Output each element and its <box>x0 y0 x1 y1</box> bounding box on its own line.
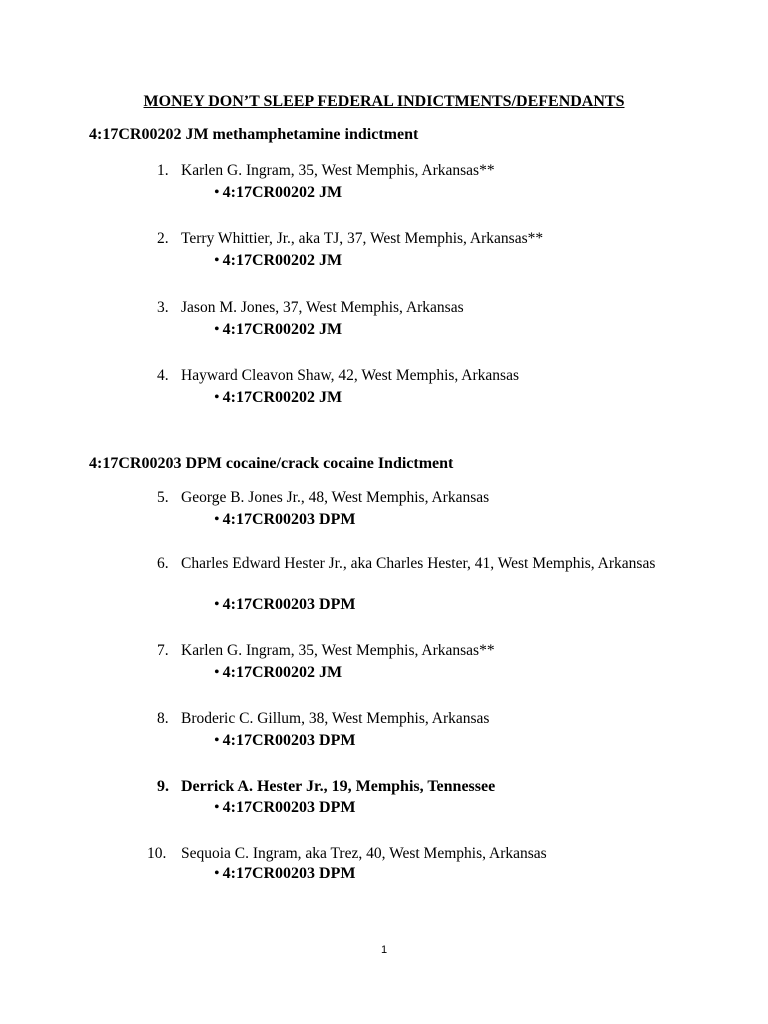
case-number: 4:17CR00202 JM <box>222 664 343 681</box>
bullet-icon: • <box>214 184 220 201</box>
list-item <box>157 641 677 660</box>
section-heading-cocaine: 4:17CR00203 DPM cocaine/crack cocaine Indictment <box>89 455 454 472</box>
document-title: MONEY DON’T SLEEP FEDERAL INDICTMENTS/DEFENDANTS <box>143 93 625 110</box>
bullet-icon: • <box>214 664 220 681</box>
item-number: 9. <box>157 778 169 795</box>
case-bullet <box>214 865 355 883</box>
item-number: 3. <box>157 299 169 316</box>
case-number: 4:17CR00203 DPM <box>222 732 356 749</box>
item-number: 1. <box>157 162 169 179</box>
item-number: 2. <box>157 230 169 247</box>
case-number: 4:17CR00202 JM <box>222 184 343 201</box>
page-number: 1 <box>380 944 388 956</box>
case-bullet <box>214 252 342 270</box>
case-bullet <box>214 184 342 202</box>
bullet-icon: • <box>214 252 220 269</box>
bullet-icon: • <box>214 596 220 613</box>
list-item <box>157 298 677 317</box>
case-bullet <box>214 664 342 682</box>
case-bullet <box>214 511 355 529</box>
bullet-icon: • <box>214 732 220 749</box>
list-item <box>157 777 677 796</box>
item-number: 8. <box>157 710 169 727</box>
bullet-icon: • <box>214 865 220 882</box>
list-item <box>147 844 667 863</box>
item-number: 5. <box>157 489 169 506</box>
case-number: 4:17CR00203 DPM <box>222 799 356 816</box>
item-number: 10. <box>147 845 167 862</box>
defendant-text: Karlen G. Ingram, 35, West Memphis, Arkansas** <box>181 642 495 659</box>
bullet-icon: • <box>214 799 220 816</box>
defendant-text: Sequoia C. Ingram, aka Trez, 40, West Memphis, Arkansas <box>181 845 547 862</box>
item-number: 4. <box>157 367 169 384</box>
item-number: 6. <box>157 555 169 572</box>
bullet-icon: • <box>214 389 220 406</box>
case-bullet <box>214 321 342 339</box>
bullet-icon: • <box>214 511 220 528</box>
case-number: 4:17CR00203 DPM <box>222 511 356 528</box>
defendant-text: Derrick A. Hester Jr., 19, Memphis, Tennessee <box>181 778 496 795</box>
list-item <box>157 229 677 248</box>
defendant-text: Terry Whittier, Jr., aka TJ, 37, West Memphis, Arkansas** <box>181 230 544 247</box>
section-heading-meth: 4:17CR00202 JM methamphetamine indictment <box>89 126 419 143</box>
case-number: 4:17CR00202 JM <box>222 389 343 406</box>
case-number: 4:17CR00202 JM <box>222 321 343 338</box>
case-bullet <box>214 732 355 750</box>
list-item <box>157 709 677 728</box>
case-number: 4:17CR00203 DPM <box>222 865 356 882</box>
case-bullet <box>214 389 342 407</box>
defendant-text: Karlen G. Ingram, 35, West Memphis, Arkansas** <box>181 162 495 179</box>
list-item <box>157 488 677 507</box>
list-item <box>157 366 677 385</box>
item-number: 7. <box>157 642 169 659</box>
case-number: 4:17CR00202 JM <box>222 252 343 269</box>
list-item <box>157 554 677 573</box>
case-bullet <box>214 596 355 614</box>
case-number: 4:17CR00203 DPM <box>222 596 356 613</box>
case-bullet <box>214 799 355 817</box>
defendant-text: Jason M. Jones, 37, West Memphis, Arkansas <box>181 299 464 316</box>
defendant-text: Broderic C. Gillum, 38, West Memphis, Arkansas <box>181 710 490 727</box>
defendant-text: Hayward Cleavon Shaw, 42, West Memphis, Arkansas <box>181 367 519 384</box>
bullet-icon: • <box>214 321 220 338</box>
list-item <box>157 161 677 180</box>
defendant-text: Charles Edward Hester Jr., aka Charles Hester, 41, West Memphis, Arkansas <box>181 555 656 572</box>
defendant-text: George B. Jones Jr., 48, West Memphis, Arkansas <box>181 489 490 506</box>
